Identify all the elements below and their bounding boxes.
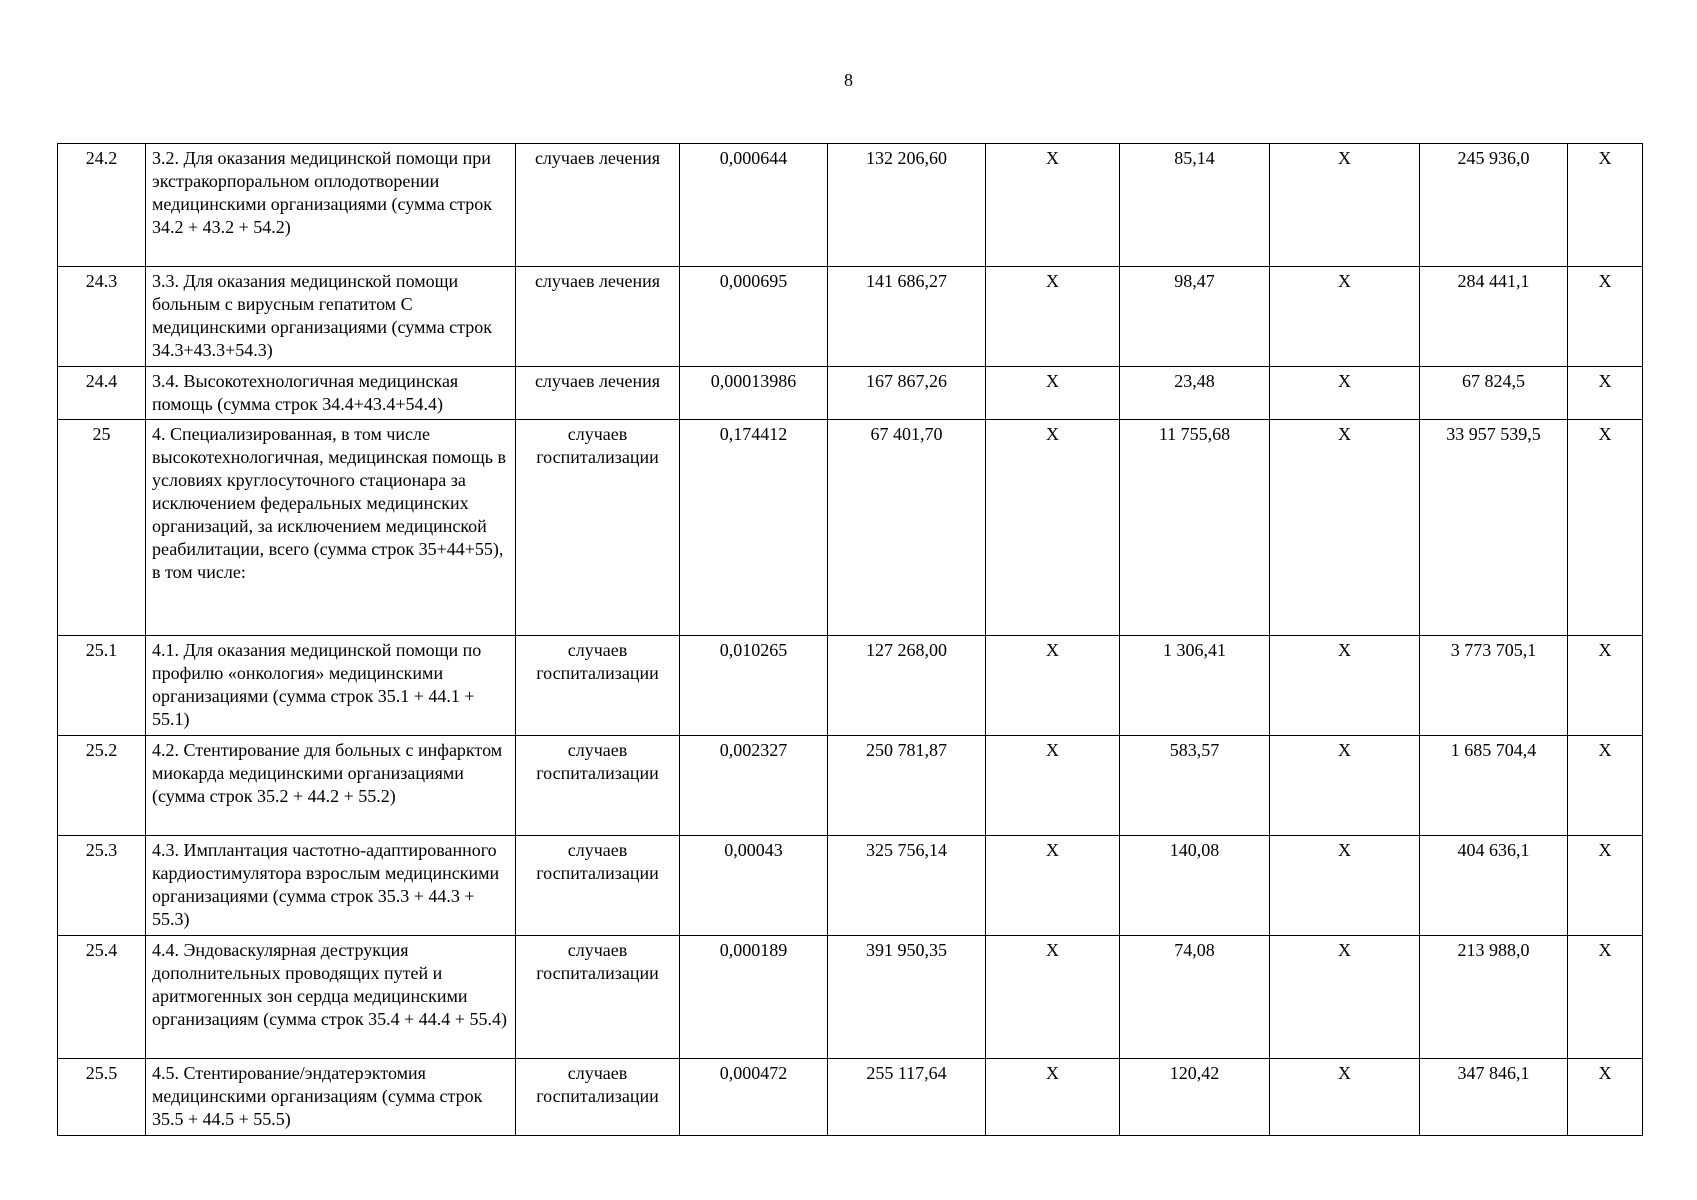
cell-value-1: 0,010265 <box>680 636 828 736</box>
row-name: 4.1. Для оказания медицинской помощи по профилю «онкология» медицинскими организациями (сумма строк 35.1 + 44.1 + 55.1) <box>146 636 516 736</box>
row-name: 3.4. Высокотехнологичная медицинская помощь (сумма строк 34.4+43.4+54.4) <box>146 367 516 420</box>
row-unit: случаев лечения <box>516 144 680 267</box>
row-number: 25.5 <box>58 1059 146 1136</box>
cell-value-7: Х <box>1568 367 1643 420</box>
cell-value-3: Х <box>986 144 1120 267</box>
row-number: 25 <box>58 420 146 636</box>
cell-value-4: 11 755,68 <box>1120 420 1270 636</box>
cell-value-3: Х <box>986 267 1120 367</box>
cell-value-1: 0,000695 <box>680 267 828 367</box>
cell-value-1: 0,002327 <box>680 736 828 836</box>
cell-value-2: 255 117,64 <box>828 1059 986 1136</box>
cell-value-6: 1 685 704,4 <box>1420 736 1568 836</box>
table-row <box>58 1059 1643 1136</box>
table-row <box>58 736 1643 836</box>
cell-value-6: 33 957 539,5 <box>1420 420 1568 636</box>
cell-value-2: 67 401,70 <box>828 420 986 636</box>
row-name: 3.2. Для оказания медицинской помощи при экстракорпоральном оплодотворении медицинскими организациями (сумма строк 34.2 + 43.2 + 54.2) <box>146 144 516 267</box>
row-unit: случаев госпитализации <box>516 1059 680 1136</box>
row-name: 3.3. Для оказания медицинской помощи больным с вирусным гепатитом С медицинскими организациями (сумма строк 34.3+43.3+54.3) <box>146 267 516 367</box>
cell-value-6: 245 936,0 <box>1420 144 1568 267</box>
cell-value-2: 167 867,26 <box>828 367 986 420</box>
row-name: 4.4. Эндоваскулярная деструкция дополнительных проводящих путей и аритмогенных зон сердца медицинскими организациям (сумма строк 35.4 + 44.4 + 55.4) <box>146 936 516 1059</box>
row-number: 25.1 <box>58 636 146 736</box>
cell-value-2: 127 268,00 <box>828 636 986 736</box>
cell-value-7: Х <box>1568 144 1643 267</box>
cell-value-4: 120,42 <box>1120 1059 1270 1136</box>
cell-value-4: 98,47 <box>1120 267 1270 367</box>
row-unit: случаев госпитализации <box>516 936 680 1059</box>
row-number: 25.3 <box>58 836 146 936</box>
cell-value-5: Х <box>1270 636 1420 736</box>
cell-value-3: Х <box>986 367 1120 420</box>
data-table <box>57 143 1643 1136</box>
table-row <box>58 636 1643 736</box>
cell-value-3: Х <box>986 736 1120 836</box>
cell-value-7: Х <box>1568 420 1643 636</box>
table-row <box>58 267 1643 367</box>
row-name: 4.5. Стентирование/эндатерэктомия медицинскими организациям (сумма строк 35.5 + 44.5 + 55.5) <box>146 1059 516 1136</box>
cell-value-4: 85,14 <box>1120 144 1270 267</box>
table-row <box>58 936 1643 1059</box>
cell-value-7: Х <box>1568 836 1643 936</box>
cell-value-4: 140,08 <box>1120 836 1270 936</box>
cell-value-3: Х <box>986 936 1120 1059</box>
cell-value-2: 325 756,14 <box>828 836 986 936</box>
table-row <box>58 420 1643 636</box>
cell-value-5: Х <box>1270 367 1420 420</box>
row-unit: случаев лечения <box>516 367 680 420</box>
cell-value-6: 404 636,1 <box>1420 836 1568 936</box>
cell-value-6: 347 846,1 <box>1420 1059 1568 1136</box>
cell-value-3: Х <box>986 1059 1120 1136</box>
cell-value-6: 67 824,5 <box>1420 367 1568 420</box>
cell-value-1: 0,00013986 <box>680 367 828 420</box>
cell-value-4: 583,57 <box>1120 736 1270 836</box>
cell-value-7: Х <box>1568 736 1643 836</box>
table-row <box>58 144 1643 267</box>
cell-value-1: 0,00043 <box>680 836 828 936</box>
table-row <box>58 367 1643 420</box>
cell-value-2: 132 206,60 <box>828 144 986 267</box>
cell-value-5: Х <box>1270 736 1420 836</box>
cell-value-7: Х <box>1568 1059 1643 1136</box>
row-unit: случаев госпитализации <box>516 836 680 936</box>
cell-value-3: Х <box>986 836 1120 936</box>
cell-value-1: 0,000189 <box>680 936 828 1059</box>
table-row <box>58 836 1643 936</box>
row-name-text: 4. Специализированная, в том числе высокотехнологичная, медицинская помощь в условиях круглосуточного стационара за исключением федеральных медицинских организаций, за исключением медицинской реабилитации, всего (сумма строк 35+44+55), <box>152 424 506 559</box>
cell-value-5: Х <box>1270 936 1420 1059</box>
row-number: 25.4 <box>58 936 146 1059</box>
cell-value-1: 0,174412 <box>680 420 828 636</box>
cell-value-4: 74,08 <box>1120 936 1270 1059</box>
cell-value-7: Х <box>1568 267 1643 367</box>
row-unit: случаев лечения <box>516 267 680 367</box>
row-number: 24.4 <box>58 367 146 420</box>
cell-value-3: Х <box>986 420 1120 636</box>
cell-value-1: 0,000472 <box>680 1059 828 1136</box>
cell-value-6: 284 441,1 <box>1420 267 1568 367</box>
cell-value-1: 0,000644 <box>680 144 828 267</box>
cell-value-2: 141 686,27 <box>828 267 986 367</box>
cell-value-2: 391 950,35 <box>828 936 986 1059</box>
cell-value-5: Х <box>1270 420 1420 636</box>
row-name-extra: в том числе: <box>152 562 246 582</box>
cell-value-3: Х <box>986 636 1120 736</box>
row-unit: случаев госпитализации <box>516 736 680 836</box>
cell-value-5: Х <box>1270 267 1420 367</box>
cell-value-2: 250 781,87 <box>828 736 986 836</box>
row-unit: случаев госпитализации <box>516 636 680 736</box>
page-number: 8 <box>844 70 853 90</box>
row-name: 4.3. Имплантация частотно-адаптированного кардиостимулятора взрослым медицинскими организациями (сумма строк 35.3 + 44.3 + 55.3) <box>146 836 516 936</box>
row-name <box>146 420 516 636</box>
row-number: 24.3 <box>58 267 146 367</box>
cell-value-5: Х <box>1270 836 1420 936</box>
cell-value-7: Х <box>1568 636 1643 736</box>
row-number: 24.2 <box>58 144 146 267</box>
cell-value-6: 213 988,0 <box>1420 936 1568 1059</box>
cell-value-5: Х <box>1270 144 1420 267</box>
cell-value-7: Х <box>1568 936 1643 1059</box>
row-number: 25.2 <box>58 736 146 836</box>
row-unit: случаев госпитализации <box>516 420 680 636</box>
cell-value-6: 3 773 705,1 <box>1420 636 1568 736</box>
cell-value-4: 23,48 <box>1120 367 1270 420</box>
row-name: 4.2. Стентирование для больных с инфарктом миокарда медицинскими организациями (сумма строк 35.2 + 44.2 + 55.2) <box>146 736 516 836</box>
cell-value-5: Х <box>1270 1059 1420 1136</box>
cell-value-4: 1 306,41 <box>1120 636 1270 736</box>
